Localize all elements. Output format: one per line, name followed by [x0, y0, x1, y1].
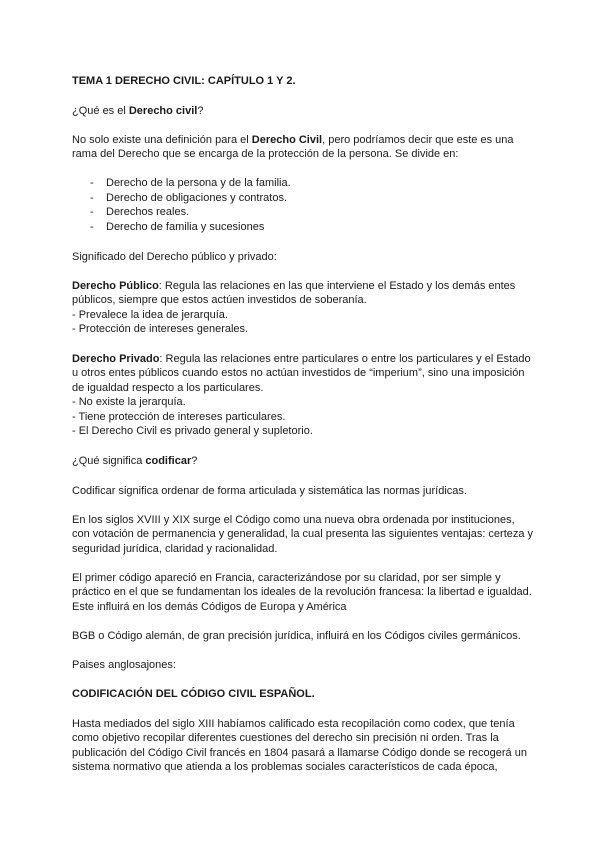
term-derecho-civil: Derecho civil: [128, 105, 198, 117]
term-derecho-civil-bold: Derecho Civil: [251, 134, 323, 146]
derecho-publico-section: [72, 279, 534, 337]
siglos-paragraph: En los siglos XVIII y XIX surge el Código como una nueva obra ordenada por instituciones, con votación de permanencia y generalidad, la cual presenta las siguientes ventajas: certeza y seguridad jurídica, claridad y racionalidad.: [72, 514, 534, 555]
list-item: - Derecho de familia y sucesiones: [72, 220, 512, 235]
term-derecho-publico: Derecho Público: [72, 280, 159, 292]
codificar-paragraph: Codificar significa ordenar de forma articulada y sistemática las normas jurídicas.: [72, 485, 467, 497]
list-item: - No existe la jerarquía.: [72, 396, 186, 409]
divisions-list: [72, 176, 512, 234]
intro-paragraph: No solo existe una definición para el Derecho Civil, pero podríamos decir que este es una rama del Derecho que se encarga de la protección de la persona. Se divide en:: [72, 134, 514, 161]
question-derecho-civil: ¿Qué es el Derecho civil?: [72, 105, 204, 117]
derecho-privado-definition: Derecho Privado: Regula las relaciones entre particulares o entre los particulares y el Estado u otros entes públicos cuando estos no actúan investidos de “imperium”, sino una imposición de igualdad respecto a los particulares.: [72, 353, 531, 394]
section-heading-codificacion: CODIFICACIÓN DEL CÓDIGO CIVIL ESPAÑOL.: [72, 688, 315, 700]
list-item: - Derechos reales.: [72, 205, 512, 220]
hasta-paragraph: Hasta mediados del siglo XIII habíamos calificado esta recopilación como codex, que tenía como objetivo recopilar diferentes cuestiones del derecho sin precisión ni orden. Tras la publicación del Código Civil francés en 1804 pasará a llamarse Código donde se recogerá un sistema normativo que atienda a los problemas sociales característicos de cada época,: [72, 718, 527, 774]
bgb-paragraph: BGB o Código alemán, de gran precisión jurídica, influirá en los Códigos civiles germánicos.: [72, 630, 521, 642]
paises-paragraph: Paises anglosajones:: [72, 659, 176, 671]
term-derecho-privado: Derecho Privado: [72, 353, 160, 365]
question-codificar: ¿Qué significa codificar?: [72, 455, 198, 467]
significado-heading: Significado del Derecho público y privado:: [72, 251, 277, 263]
derecho-publico-definition: Derecho Público: Regula las relaciones en las que interviene el Estado y los demás entes públicos, siempre que estos actúen investidos de soberanía.: [72, 280, 516, 307]
term-codificar: codificar: [145, 455, 192, 467]
list-item: - El Derecho Civil es privado general y supletorio.: [72, 425, 313, 438]
derecho-privado-section: [72, 352, 534, 438]
francia-paragraph: El primer código apareció en Francia, caracterizándose por su claridad, por ser simple y práctico en el que se fundamentan los ideales de la revolución francesa: la libertad e igualdad. Este influirá en los demás Códigos de Europa y América: [72, 572, 532, 613]
list-item: - Derecho de obligaciones y contratos.: [72, 191, 512, 206]
list-item: - Protección de intereses generales.: [72, 323, 249, 336]
list-item: - Tiene protección de intereses particulares.: [72, 410, 286, 423]
document-title: TEMA 1 DERECHO CIVIL: CAPÍTULO 1 Y 2.: [72, 75, 296, 87]
list-item: - Prevalece la idea de jerarquía.: [72, 308, 228, 321]
list-item: - Derecho de la persona y de la familia.: [72, 176, 512, 191]
